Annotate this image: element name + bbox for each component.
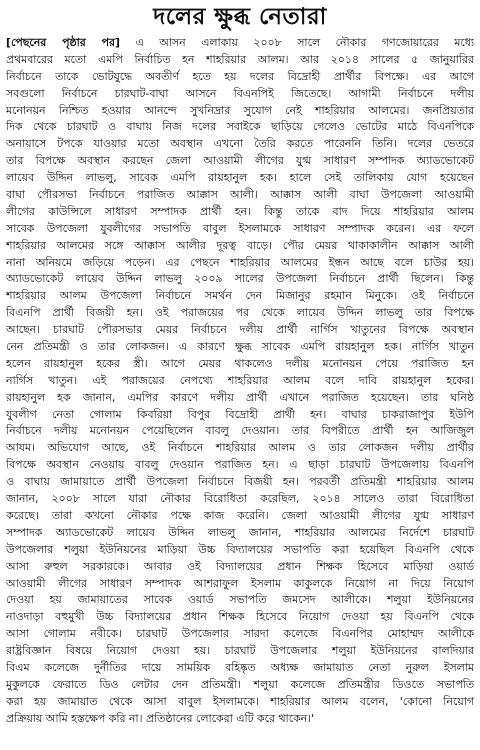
article-line-text: আযম। অভিযোগ আছে, ওই নির্বাচনে শাহরিয়ার আলম ও তার লোকজন দলীয় প্রার্থীর [6, 441, 474, 455]
article-line [6, 660, 474, 677]
article-line-text: নির্বাচনে দলীয় মনোনয়ন পেয়েছিলেন বাবলু দেওয়ান। তার বিপরীতে প্রার্থী হন আজিজুল [6, 424, 474, 438]
article-line [6, 542, 474, 559]
article-line-text: অনায়াসে টপকে যাওয়ার মতো অবস্থান এখনো তৈরি করতে পারেননি তিনি। দলের ভেতরে [6, 137, 474, 151]
article-line [6, 711, 474, 728]
article-line [6, 255, 474, 272]
headline: দলের ক্ষুব্ধ নেতারা [153, 4, 327, 30]
article-line-text: জানান, ২০০৮ সালে যারা নৌকার বিরোধিতা করেছিল, ২০১৪ সালেও তারা বিরোধিতা [6, 492, 474, 506]
article-line-text: নাওদাড়া বহুমুখী উচ্চ বিদ্যালয়ের প্রধান শিক্ষক হিসেবে নিয়োগ দেওয়া হয় বিএনপি থেকে [6, 610, 474, 624]
article-line-text: বিপক্ষে অবস্থান নেওয়ায় বাবলু দেওয়ান পরাজিত হন। এ ছাড়া চারঘাট উপজেলায় বিএনপি [6, 458, 474, 472]
article-line [6, 153, 474, 170]
article-line [6, 694, 474, 711]
article-line-text: আসা রুহুল সরকারকে। আবার ওই বিদ্যালয়ের প্রধান শিক্ষক হিসেবে মাড়িয়া ওয়ার্ড [6, 559, 474, 573]
article-line-text: প্রক্রিয়ায় আমি হস্তক্ষেপ করি না। প্রতিষ্ঠানের লোকেরা এটি করে থাকেন।' [6, 711, 315, 725]
article-line-text: মুকুলকে ফেরাতে ডিও লেটার দেন প্রতিমন্ত্রী। শলুয়া কলেজে প্রতিমন্ত্রীর ডিওতে সভাপতি [6, 677, 474, 691]
article-line [6, 525, 474, 542]
article-line [6, 407, 474, 424]
article-line [6, 187, 474, 204]
article-line-text: নেন প্রতিমন্ত্রী ও তার লোকজন। এ কারণে ক্ষুব্ধ সাবেক এমপি রায়হানুল হক। নার্গিস খাতুন [6, 340, 474, 354]
article-line [6, 288, 474, 305]
article-line [6, 356, 474, 373]
article-line [6, 69, 474, 86]
article-line-text: করা হয় জামায়াত থেকে আসা বাবুল ইসলামকে। শাহরিয়ার আলম বলেন, 'কোনো নিয়োগ [6, 694, 474, 708]
article-line [6, 86, 474, 103]
continued-from-label: [পেছনের পৃষ্ঠার পর] [6, 36, 120, 49]
article-line [6, 339, 474, 356]
article-line [6, 491, 474, 508]
article-line-text: যুবলীগ নেতা গোলাম কিবরিয়া বিপুর বিদ্রোহী প্রার্থী হন। বাঘার চাকরাজাপুর ইউপি [6, 407, 474, 421]
article-line-text: নার্গিস খাতুন। এই পরাজয়ের নেপথ্যে শাহরিয়ার আলম বলে দাবি রায়হানুল হকের। [6, 373, 474, 387]
article-line-text: শাহরিয়ার আলমের সঙ্গে আক্কাস আলীর দূরত্ব বাড়ে। পৌর মেয়র থাকাকালীন আক্কাস আলী [6, 238, 474, 252]
article-line-text: মনোনয়ন নিশ্চিত হওয়ার আনন্দে সুখনিদ্রার সুযোগ নেই শাহরিয়ার আলমের। জনপ্রিয়তার [6, 103, 474, 117]
article-line [6, 592, 474, 609]
article-line-text: আওয়ামী লীগের সাধারণ সম্পাদক আশরাফুল ইসলাম কাকুলকে নিয়োগ না দিয়ে নিয়োগ [6, 576, 474, 590]
article-line-text: অ্যাডভোকেট লায়েব উদ্দিন লাভলু ২০০৯ সালের উপজেলা নির্বাচনে প্রার্থী ছিলেন। কিন্তু [6, 272, 474, 286]
article-line [6, 35, 474, 52]
article-line [6, 136, 474, 153]
article-line [6, 559, 474, 576]
article-line [6, 170, 474, 187]
article-line [6, 474, 474, 491]
article-line [6, 643, 474, 660]
article-line-text: রায়হানুল হক জানান, এমপির কারণে দলীয় প্রার্থী এখানে পরাজিত হয়েছেন। তার ঘনিষ্ঠ [6, 390, 474, 404]
article-line-text: হলেন রায়হানুল হকের স্ত্রী। আগে মেয়র থাকলেও দলীয় মনোনয়ন পেয়ে পরাজিত হন [6, 356, 474, 370]
article-line-text: নির্বাচনে তাকে ভোটযুদ্ধে অবতীর্ণ হতে হয় দলের বিদ্রোহী প্রার্থীর বিপক্ষে। এর আগে [6, 69, 474, 83]
article-line [6, 119, 474, 136]
article-line-text: আসা গোলাম নবীকে। চারঘাট উপজেলার সারদা কলেজে বিএনপির মোহাম্মদ আলীকে [6, 627, 474, 641]
article-line [6, 103, 474, 120]
article-line-text: লীগের কাউন্সিলে সাধারণ সম্পাদক প্রার্থী হন। কিন্তু তাকে বাদ দিয়ে শাহরিয়ার আলম [6, 204, 474, 218]
article-line-text: নানা অনিয়মে জড়িয়ে পড়েন। এর পেছনে শাহরিয়ার আলমের ইন্ধন আছে বলে চাউর হয়। [6, 255, 474, 269]
article-line [6, 221, 474, 238]
article-line-text: শাহরিয়ার আলম উপজেলা নির্বাচনে সমর্থন দেন মিজানুর রহমান মিনুকে। ওই নির্বাচনে [6, 289, 474, 303]
newspaper-clipping [6, 0, 474, 750]
article-line [6, 576, 474, 593]
article-line [6, 271, 474, 288]
article-line [6, 508, 474, 525]
article-line-text: বাঘা পৌরসভা নির্বাচনে পরাজিত আক্কাস আলী। আক্কাস আলী বাঘা উপজেলা আওয়ামী [6, 188, 474, 202]
article-line [6, 423, 474, 440]
article-line [6, 390, 474, 407]
article-line [6, 440, 474, 457]
article-line-text: রাষ্ট্রবিজ্ঞান বিষয়ে নিয়োগ দেওয়া হয়। চারঘাট উপজেলার শলুয়া ইউনিয়নের বালদিয়ার [6, 644, 474, 658]
article-body [6, 35, 474, 728]
article-line [6, 204, 474, 221]
article-line-text: সবগুলো নির্বাচনে চারঘাট-বাঘা আসনে বিএনপিই জিতেছে। আগামী নির্বাচনে দলীয় [6, 86, 474, 100]
article-line-text: প্রথমবারের মতো এমপি নির্বাচিত হন শাহরিয়ার আলম। আর ২০১৪ সালের ৫ জানুয়ারির [6, 52, 474, 66]
article-line [6, 457, 474, 474]
article-line-text: এ আসন এলাকায় ২০০৮ সালে নৌকার গণজোয়ারের মধ্যে [119, 36, 474, 49]
article-line-text: দিক থেকে চারঘাট ও বাঘায় নিজ দলের সবাইকে ছাড়িয়ে গেলেও ভোটের মাঠে বিএনপিকে [6, 120, 474, 134]
article-line-text: সাবেক উপজেলা যুবলীগের সভাপতি বাবুল ইসলামকে সাধারণ সম্পাদক করেন। এর ফলে [6, 221, 474, 235]
article-line [6, 322, 474, 339]
article-line-text: তার বিপক্ষে অবস্থান করছেন জেলা আওয়ামী লীগের যুগ্ম সাধারণ সম্পাদক অ্যাডভোকেট [6, 154, 474, 168]
article-line-text: করেছে। তারা কখনো নৌকার পক্ষে কাজ করেনি। জেলা আওয়ামী লীগের যুগ্ম সাধারণ [6, 508, 474, 522]
article-line-text: বিএম কলেজে দুর্নীতির দায়ে সাময়িক বহিষ্কৃত অধ্যক্ষ জামায়াত নেতা নুরুল ইসলাম [6, 660, 474, 674]
article-line [6, 609, 474, 626]
article-line-text: সম্পাদক অ্যাডভোকেট লায়েব উদ্দিন লাভলু জানান, শাহরিয়ার আলমের নির্দেশে চারঘাট [6, 525, 474, 539]
article-line [6, 238, 474, 255]
article-line-text: আছেন। চারঘাট পৌরসভার মেয়র নির্বাচনে দলীয় প্রার্থী নার্গিস খাতুনের বিপক্ষে অবস্থান [6, 323, 474, 337]
article-line-text: বিএনপি প্রার্থী বিজয়ী হন। ওই পরাজয়ের পর থেকে লায়েব উদ্দিন লাভলু তার বিপক্ষে [6, 306, 474, 320]
article-line [6, 677, 474, 694]
article-line-text: ও বাঘায় জামায়াতে প্রার্থী উপজেলা নির্বাচনে বিজয়ী হন। পরবর্তী প্রতিমন্ত্রী শাহরিয়ার আলম [6, 475, 474, 489]
article-line [6, 373, 474, 390]
article-line [6, 305, 474, 322]
article-line [6, 626, 474, 643]
article-line-text: লায়েব উদ্দিন লাভলু, সাবেক এমপি রায়হানুল হক। হালে সেই তালিকায় যোগ হয়েছেন [6, 171, 474, 185]
article-line-text: উপজেলার শলুয়া ইউনিয়নের মাড়িয়া উচ্চ বিদ্যালয়ের সভাপতি করা হয়েছিল বিএনপি থেকে [6, 542, 474, 556]
article-line-text: দেওয়া হয় জামায়াতের সাবেক ওয়ার্ড সভাপতি জমসেদ আলীকে। শলুয়া ইউনিয়নের [6, 593, 474, 607]
article-line [6, 52, 474, 69]
